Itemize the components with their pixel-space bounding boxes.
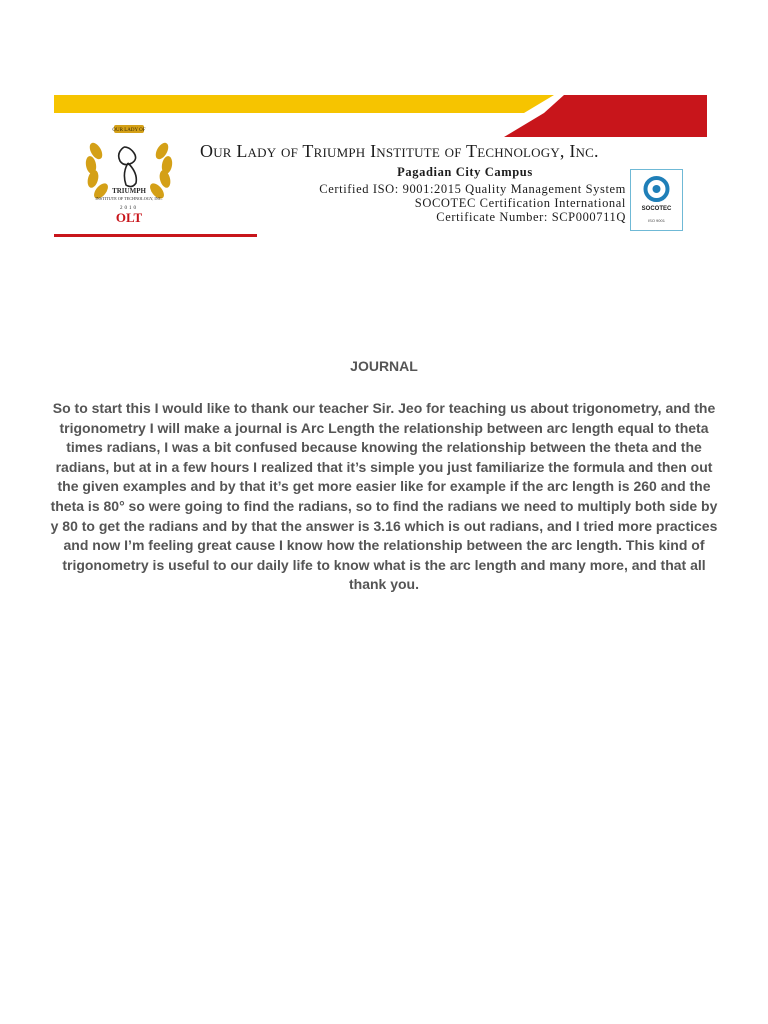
certificate-number: Certificate Number: SCP000711Q: [436, 210, 626, 224]
socotec-badge: [630, 169, 683, 231]
journal-body: So to start this I would like to thank our teacher Sir. Jeo for teaching us about trigonometry, and the trigonometry I will make a journal is Arc Length the relationship between arc length equal to theta times radians, I was a bit confused because knowing the relationship between the theta and the radians, but at in a few hours I realized that it’s simple you just familiarize the formula and then out the given examples and by that it’s get more easier like for example if the arc length is 260 and the theta is 80° so were going to find the radians, so to find the radians we need to multiply both side by y 80 to get the radians and by that the answer is 3.16 which is out radians, and I tried more practices and now I’m feeling great cause I know how the relationship between the arc length. This kind of trigonometry is useful to our daily life to know what is the arc length and many more, and that all thank you.: [50, 400, 718, 593]
document-title: JOURNAL: [350, 358, 418, 374]
certification-body: SOCOTEC Certification International: [414, 196, 626, 210]
olt-logo: [76, 121, 186, 225]
figure-icon: [119, 147, 137, 187]
logo-abbrev-text: OLT: [115, 210, 143, 225]
header-divider: [54, 234, 257, 237]
logo-sub-text: INSTITUTE OF TECHNOLOGY, INC.: [95, 196, 163, 201]
logo-top-text: OUR LADY OF: [112, 128, 146, 133]
institution-details: [264, 165, 626, 224]
badge-standard: ISO 9001: [648, 218, 665, 223]
institution-name: Our Lady of Triumph Institute of Technology, Inc.: [200, 141, 599, 161]
logo-year-text: 2010: [120, 206, 138, 211]
badge-brand: SOCOTEC: [641, 206, 672, 212]
logo-name-text: TRIUMPH: [112, 187, 146, 195]
iso-certification: Certified ISO: 9001:2015 Quality Management System: [319, 182, 626, 196]
yellow-stripe: [54, 95, 554, 113]
letterhead: [54, 95, 707, 257]
campus-name: Pagadian City Campus: [397, 165, 533, 179]
